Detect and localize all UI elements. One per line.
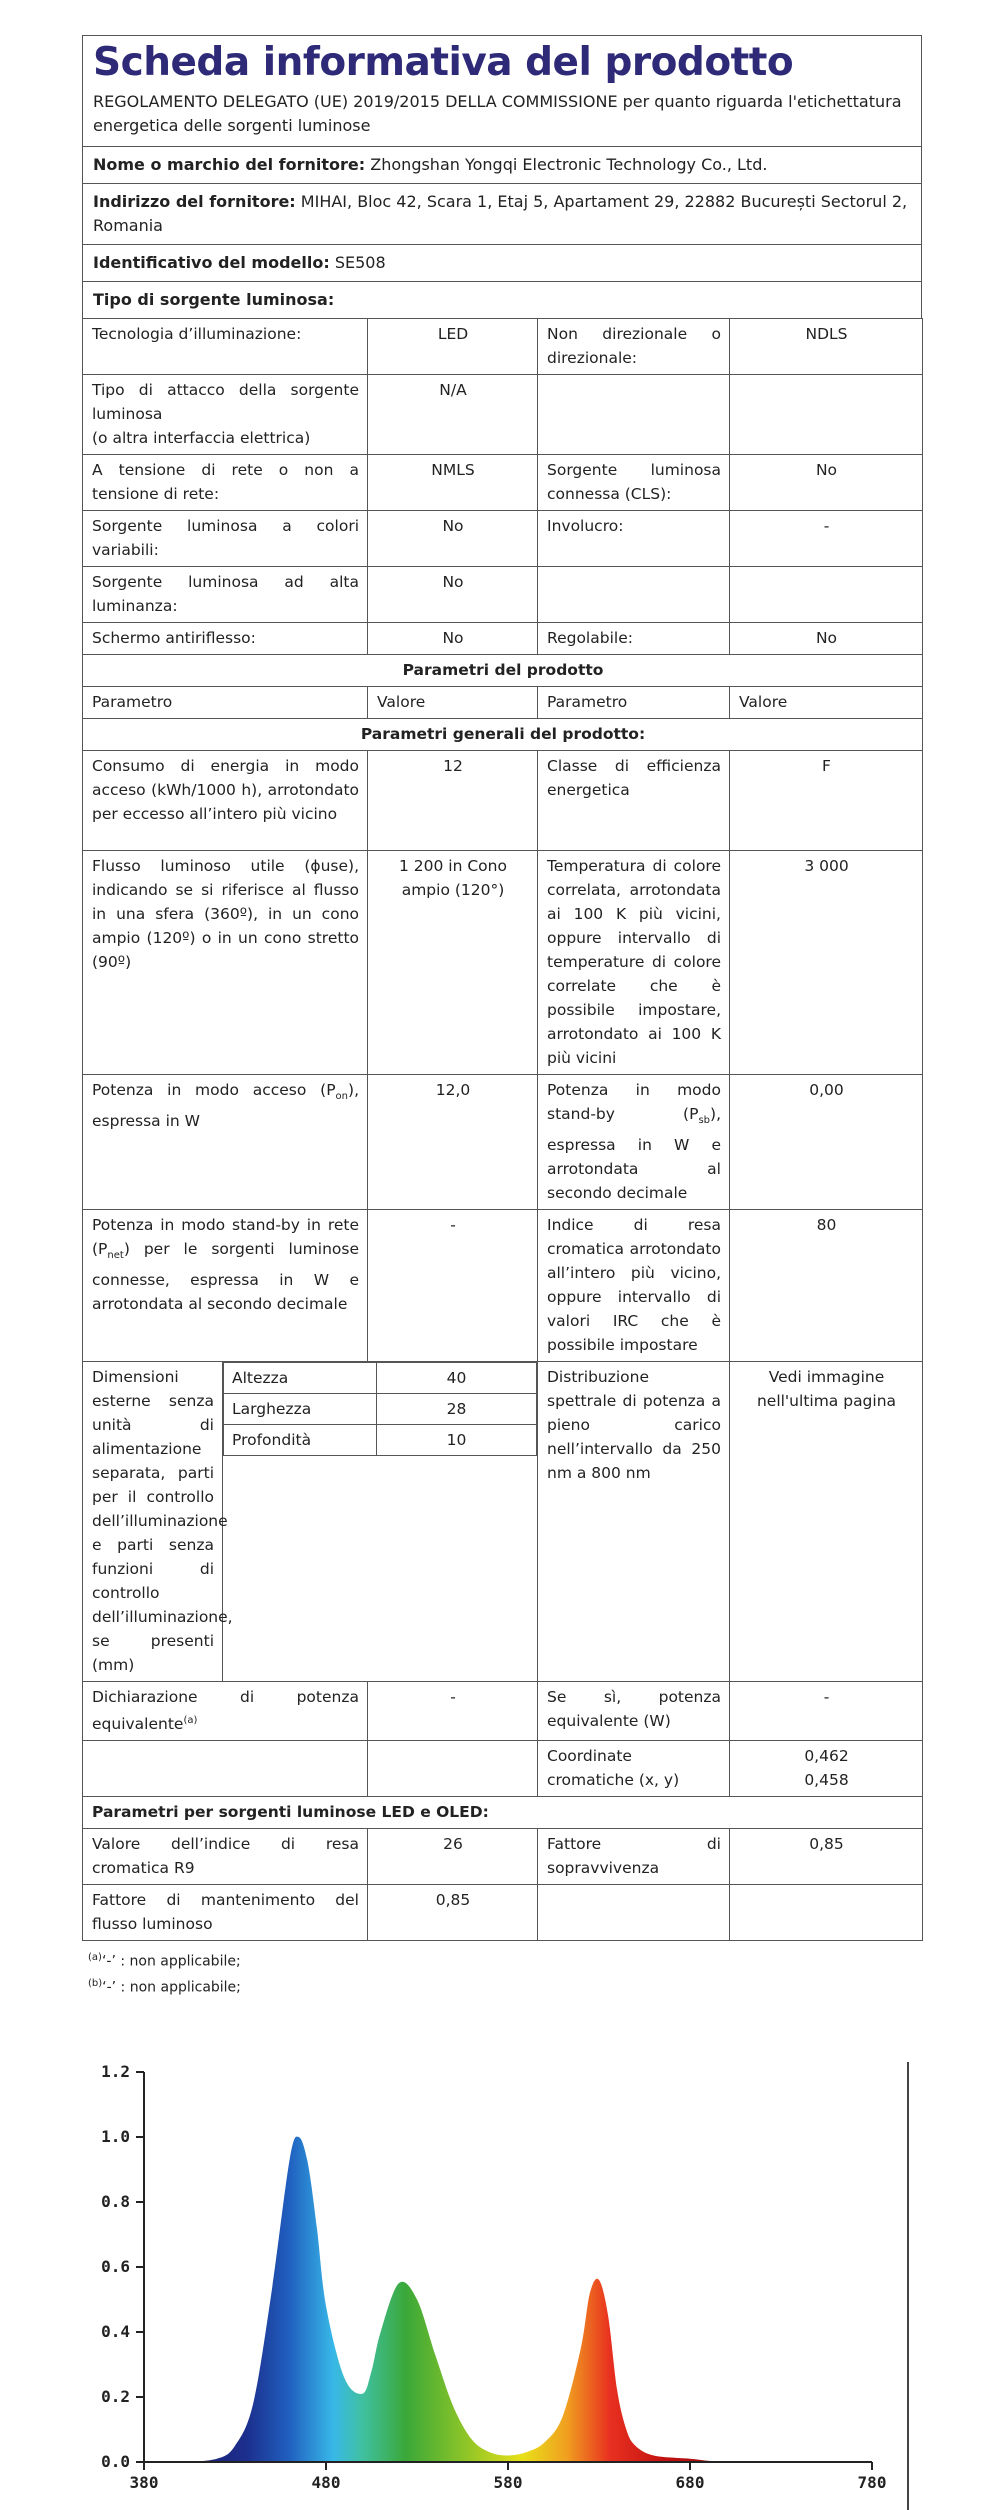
section-row <box>83 1797 923 1829</box>
x-tick-label: 780 <box>857 2473 887 2492</box>
footnote-b-text: ‘-’ : non applicabile; <box>102 1979 241 1996</box>
type-header: Tipo di sorgente luminosa: <box>93 290 335 309</box>
footnote-b <box>88 1973 922 1999</box>
y-tick-label: 0.8 <box>101 2192 130 2211</box>
y-tick-label: 1.0 <box>101 2127 130 2146</box>
address-row <box>82 183 922 244</box>
type-label: A tensione di rete o non a tensione di rete: <box>83 455 368 511</box>
param-row <box>83 1682 923 1741</box>
y-tick-label: 0.2 <box>101 2387 130 2406</box>
dim-label: Profondità <box>224 1425 377 1456</box>
pon-sub: on <box>335 1091 349 1103</box>
regulation-text: REGOLAMENTO DELEGATO (UE) 2019/2015 DELLA COMMISSIONE per quanto riguarda l'etichettatura energetica delle sorgenti luminose <box>93 92 902 135</box>
dim-row <box>224 1394 537 1425</box>
type-row <box>83 623 923 655</box>
maint-value: 0,85 <box>368 1885 538 1941</box>
equiv2-label: Se sì, potenza equivalente (W) <box>538 1682 730 1741</box>
type-header-row <box>82 281 922 318</box>
product-info-sheet <box>82 35 922 1999</box>
pon-label-b: ), espressa in W <box>92 1081 359 1131</box>
dim-value: 10 <box>377 1425 537 1456</box>
empty-cell <box>83 1741 368 1797</box>
x-tick-label: 480 <box>311 2473 341 2492</box>
type-value: No <box>368 567 538 623</box>
psb-label <box>538 1075 730 1210</box>
pnet-label-b: ) per le sorgenti luminose connesse, espressa in W e arrotondata al secondo decimale <box>92 1240 359 1314</box>
surv-label: Fattore di sopravvivenza <box>538 1829 730 1885</box>
type-label: Non direzionale o direzionale: <box>538 319 730 375</box>
surv-value: 0,85 <box>730 1829 923 1885</box>
psb-label-b: ), espressa in W e arrotondata al secondo decimale <box>547 1105 721 1203</box>
type-label: Sorgente luminosa a colori variabili: <box>83 511 368 567</box>
empty-cell <box>368 1741 538 1797</box>
type-label: Sorgente luminosa connessa (CLS): <box>538 455 730 511</box>
type-label-main: Tipo di attacco della sorgente luminosa <box>92 381 359 423</box>
pnet-label-a: Potenza in modo stand-by in rete (P <box>92 1216 359 1259</box>
param-row <box>83 1362 923 1682</box>
type-row <box>83 375 923 455</box>
equiv-label-text: Dichiarazione di potenza equivalente <box>92 1688 359 1734</box>
type-label: Schermo antiriflesso: <box>83 623 368 655</box>
param-row <box>83 1829 923 1885</box>
type-row <box>83 455 923 511</box>
y-tick-label: 0.0 <box>101 2452 130 2471</box>
param-row <box>83 1741 923 1797</box>
footnote-a-sup: (a) <box>88 1952 102 1964</box>
param-row <box>83 1885 923 1941</box>
energy-label: Consumo di energia in modo acceso (kWh/1000 h), arrotondato per eccesso all’intero più vicino <box>83 751 368 851</box>
address-value: MIHAI, Bloc 42, Scara 1, Etaj 5, Apartament 29, 22882 București Sectorul 2, Romania <box>93 192 908 235</box>
equiv-sup: (a) <box>183 1715 198 1727</box>
dim-label: Altezza <box>224 1363 377 1394</box>
section-row <box>83 719 923 751</box>
type-value: NDLS <box>730 319 923 375</box>
supplier-label: Nome o marchio del fornitore: <box>93 155 366 174</box>
dim-label: Dimensioni esterne senza unità di alimentazione separata, parti per il controllo dell’illuminazione e parti senza funzioni di controllo dell’illuminazione, se presenti (mm) <box>83 1362 223 1682</box>
page-title: Scheda informativa del prodotto <box>93 40 794 85</box>
type-label-sub: (o altra interfaccia elettrica) <box>92 429 311 447</box>
empty-cell <box>538 1885 730 1941</box>
spd-value: Vedi immagine nell'ultima pagina <box>730 1362 923 1682</box>
r9-value: 26 <box>368 1829 538 1885</box>
type-label <box>538 375 730 455</box>
flux-label: Flusso luminoso utile (ɸuse), indicando se si riferisce al flusso in una sfera (360º), in un cono ampio (120º) o in un cono stretto (90º) <box>83 851 368 1075</box>
spectrum-chart <box>60 2040 960 2510</box>
empty-cell <box>730 1885 923 1941</box>
energy-value: 12 <box>368 751 538 851</box>
column-header-row <box>83 687 923 719</box>
cct-label: Temperatura di colore correlata, arrotondata ai 100 K più vicini, oppure intervallo di temperature di colore correlate che è possibile impostare, arrotondato ai 100 K più vicini <box>538 851 730 1075</box>
pnet-sub: net <box>107 1250 124 1262</box>
led-header: Parametri per sorgenti luminose LED e OLED: <box>83 1797 923 1829</box>
cri-label: Indice di resa cromatica arrotondato all’intero più vicino, oppure intervallo di valori IRC che è possibile impostare <box>538 1210 730 1362</box>
y-tick-label: 0.6 <box>101 2257 130 2276</box>
dim-table <box>223 1362 537 1456</box>
type-label <box>538 567 730 623</box>
y-tick-label: 1.2 <box>101 2062 130 2081</box>
type-value <box>730 375 923 455</box>
type-value <box>730 567 923 623</box>
param-row <box>83 1075 923 1210</box>
type-label: Regolabile: <box>538 623 730 655</box>
type-value: - <box>730 511 923 567</box>
x-tick-label: 580 <box>493 2473 523 2492</box>
model-label: Identificativo del modello: <box>93 253 330 272</box>
supplier-value: Zhongshan Yongqi Electronic Technology Co., Ltd. <box>370 155 768 174</box>
psb-sub: sb <box>698 1115 711 1127</box>
type-label: Tecnologia d’illuminazione: <box>83 319 368 375</box>
param-row <box>83 751 923 851</box>
model-value: SE508 <box>334 253 386 272</box>
chroma-value <box>730 1741 923 1797</box>
footnote-b-sup: (b) <box>88 1977 103 1989</box>
param-row <box>83 851 923 1075</box>
col-value: Valore <box>368 687 538 719</box>
chroma-x: 0,462 <box>804 1747 849 1766</box>
psb-label-a: Potenza in modo stand-by (P <box>547 1081 721 1123</box>
x-tick-label: 380 <box>129 2473 159 2492</box>
x-ticks <box>130 2462 887 2492</box>
param-row <box>83 1210 923 1362</box>
col-param: Parametro <box>83 687 368 719</box>
type-label <box>83 375 368 455</box>
type-value: No <box>730 623 923 655</box>
equiv2-value: - <box>730 1682 923 1741</box>
plot-area <box>144 2137 872 2462</box>
pon-value: 12,0 <box>368 1075 538 1210</box>
pon-label <box>83 1075 368 1210</box>
chroma-label: Coordinate cromatiche (x, y) <box>538 1741 730 1797</box>
type-row <box>83 567 923 623</box>
flux-value: 1 200 in Cono ampio (120°) <box>368 851 538 1075</box>
class-value: F <box>730 751 923 851</box>
type-row <box>83 511 923 567</box>
cct-value: 3 000 <box>730 851 923 1075</box>
model-row <box>82 244 922 281</box>
dim-row <box>224 1363 537 1394</box>
spectrum-area <box>144 2137 872 2462</box>
footnote-a <box>88 1947 922 1973</box>
col-param: Parametro <box>538 687 730 719</box>
maint-label: Fattore di mantenimento del flusso luminoso <box>83 1885 368 1941</box>
y-ticks <box>101 2062 144 2471</box>
parameters-table <box>82 318 923 1941</box>
equiv-value: - <box>368 1682 538 1741</box>
footnotes <box>88 1947 922 1998</box>
dim-row <box>224 1425 537 1456</box>
pnet-value: - <box>368 1210 538 1362</box>
class-label: Classe di efficienza energetica <box>538 751 730 851</box>
type-value: N/A <box>368 375 538 455</box>
dim-label: Larghezza <box>224 1394 377 1425</box>
type-value: NMLS <box>368 455 538 511</box>
x-tick-label: 680 <box>675 2473 705 2492</box>
y-tick-label: 0.4 <box>101 2322 130 2341</box>
type-label: Involucro: <box>538 511 730 567</box>
pon-label-a: Potenza in modo acceso (P <box>92 1081 336 1099</box>
footnote-a-text: ‘-’ : non applicabile; <box>101 1953 241 1970</box>
chroma-y: 0,458 <box>804 1771 849 1790</box>
dim-value: 28 <box>377 1394 537 1425</box>
type-label: Sorgente luminosa ad alta luminanza: <box>83 567 368 623</box>
supplier-row <box>82 146 922 183</box>
params-header: Parametri del prodotto <box>83 655 923 687</box>
spd-label: Distribuzione spettrale di potenza a pieno carico nell’intervallo da 250 nm a 800 nm <box>538 1362 730 1682</box>
col-value: Valore <box>730 687 923 719</box>
general-header: Parametri generali del prodotto: <box>83 719 923 751</box>
psb-value: 0,00 <box>730 1075 923 1210</box>
r9-label: Valore dell’indice di resa cromatica R9 <box>83 1829 368 1885</box>
equiv-label <box>83 1682 368 1741</box>
dim-cell <box>223 1362 538 1682</box>
cri-value: 80 <box>730 1210 923 1362</box>
sheet-header <box>82 35 922 146</box>
pnet-label <box>83 1210 368 1362</box>
type-value: LED <box>368 319 538 375</box>
address-label: Indirizzo del fornitore: <box>93 192 296 211</box>
type-value: No <box>730 455 923 511</box>
type-row <box>83 319 923 375</box>
section-row <box>83 655 923 687</box>
type-value: No <box>368 511 538 567</box>
dim-value: 40 <box>377 1363 537 1394</box>
type-value: No <box>368 623 538 655</box>
